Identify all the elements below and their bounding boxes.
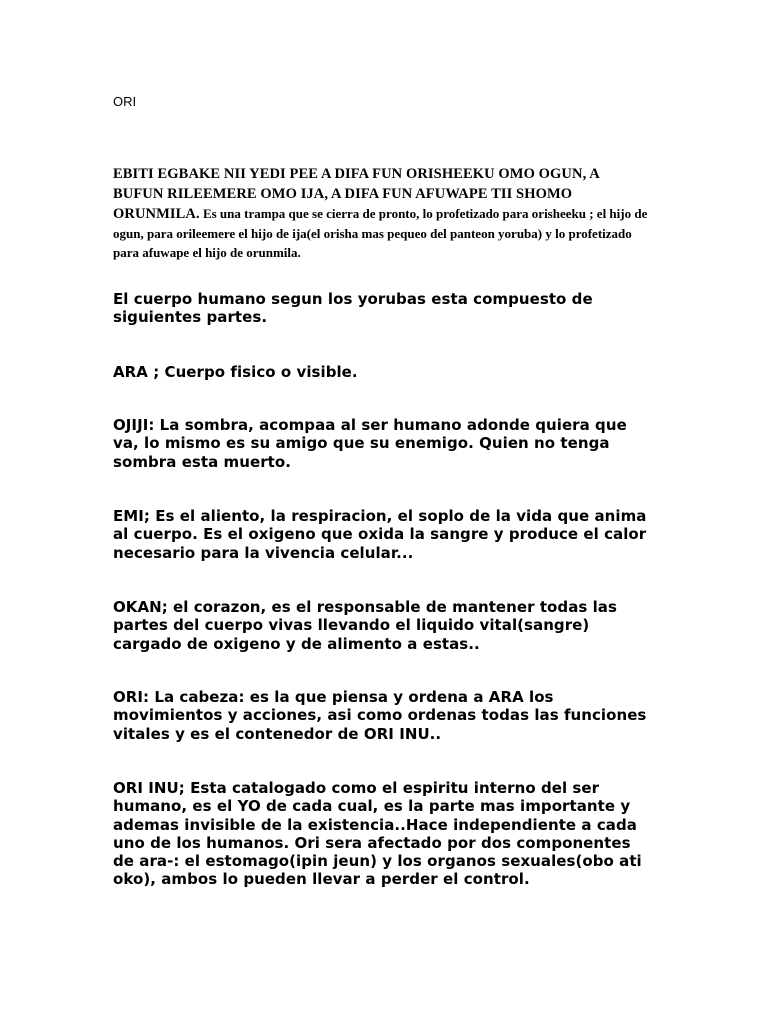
paragraph-body-composition: El cuerpo humano segun los yorubas esta compuesto de siguientes partes. xyxy=(113,290,593,327)
paragraph-okan: OKAN; el corazon, es el responsable de mantener todas las partes del cuerpo vivas llevando el liquido vital(sangre) cargado de oxigeno y de alimento a estas.. xyxy=(113,598,617,653)
paragraph-ori-inu: ORI INU; Esta catalogado como el espiritu interno del ser humano, es el YO de cada cual, es la parte mas importante y ademas invisible de la existencia..Hace independiente a cada uno de los humanos. Ori sera afectado por dos componentes de ara-: el estomago(ipin jeun) y los organos sexuales(obo ati oko), ambos lo pueden llevar a perder el control. xyxy=(113,779,642,889)
paragraph-ori: ORI: La cabeza: es la que piensa y ordena a ARA los movimientos y acciones, asi como ordenas todas las funciones vitales y es el contenedor de ORI INU.. xyxy=(113,688,647,743)
intro-rest-text: Es una trampa que se cierra de pronto, lo profetizado para orisheeku ; el hijo de ogun, para orileemere el hijo de ija(el orisha mas pequeo del panteon yoruba) y lo profetizado para afuwape el hijo de orunmila. xyxy=(113,206,648,260)
intro-caps-text: EBITI EGBAKE NII YEDI PEE A DIFA FUN ORISHEEKU OMO OGUN, A BUFUN RILEEMERE OMO IJA, A DIFA FUN AFUWAPE TII SHOMO ORUNMILA. xyxy=(113,166,599,222)
paragraph-emi: EMI; Es el aliento, la respiracion, el soplo de la vida que anima al cuerpo. Es el oxigeno que oxida la sangre y produce el calor necesario para la vivencia celular... xyxy=(113,507,647,562)
paragraph-ojiji: OJIJI: La sombra, acompaa al ser humano adonde quiera que va, lo mismo es su amigo que su enemigo. Quien no tenga sombra esta muerto. xyxy=(113,416,627,471)
document-title: ORI xyxy=(113,94,137,109)
paragraph-ara: ARA ; Cuerpo fisico o visible. xyxy=(113,363,358,381)
intro-paragraph xyxy=(113,164,653,262)
